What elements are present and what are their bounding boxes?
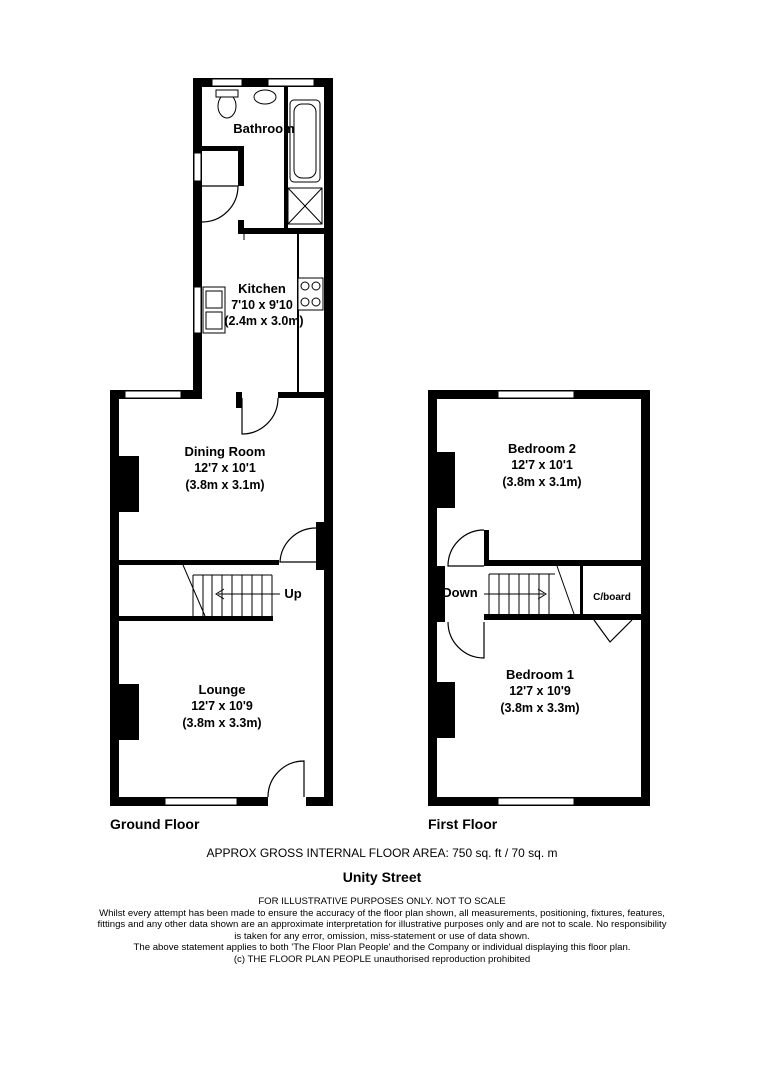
- disclaimer-line: FOR ILLUSTRATIVE PURPOSES ONLY. NOT TO SCALE: [258, 896, 506, 907]
- first-floor-stairs: [484, 566, 574, 614]
- kitchen-label: Kitchen: [238, 281, 286, 296]
- bedroom-2-label: Bedroom 2: [508, 441, 576, 456]
- cupboard-label: C/board: [593, 592, 631, 603]
- bedroom-1-label: Bedroom 1: [506, 667, 574, 682]
- stairs-down-label: Down: [442, 585, 478, 600]
- disclaimer-line: The above statement applies to both 'The Floor Plan People' and the Company or individual displaying this floor plan.: [133, 942, 631, 953]
- bathroom-label: Bathroom: [233, 121, 295, 136]
- first-floor-label: First Floor: [428, 816, 498, 832]
- disclaimer-line: Whilst every attempt has been made to ensure the accuracy of the floor plan shown, all measurements, positioning, fixtures, features,: [99, 907, 665, 919]
- disclaimer-line: (c) THE FLOOR PLAN PEOPLE unauthorised reproduction prohibited: [233, 953, 531, 965]
- disclaimer: [0, 896, 764, 965]
- ground-floor-stairs: [183, 565, 280, 616]
- stairs-up-label: Up: [284, 586, 302, 601]
- kitchen-metric: (2.4m x 3.0m): [224, 314, 304, 328]
- ground-floor-plan: [110, 78, 333, 806]
- lounge-metric: (3.8m x 3.3m): [182, 716, 262, 730]
- dining-room-label: Dining Room: [184, 444, 266, 459]
- bedroom-1-imperial: 12'7 x 10'9: [509, 684, 571, 698]
- floor-area-text: APPROX GROSS INTERNAL FLOOR AREA: 750 sq. ft / 70 sq. m: [206, 846, 558, 860]
- disclaimer-line: is taken for any error, omission, miss-statement or use of data shown.: [234, 930, 530, 942]
- lounge-imperial: 12'7 x 10'9: [191, 699, 253, 713]
- street-name: Unity Street: [342, 869, 422, 885]
- bedroom-1-metric: (3.8m x 3.3m): [500, 701, 580, 715]
- ground-floor-label: Ground Floor: [110, 816, 200, 832]
- bedroom-2-metric: (3.8m x 3.1m): [502, 475, 582, 489]
- lounge-label: Lounge: [198, 682, 246, 697]
- kitchen-imperial: 7'10 x 9'10: [231, 298, 293, 312]
- bedroom-2-imperial: 12'7 x 10'1: [511, 458, 573, 472]
- first-floor-plan: [428, 390, 650, 806]
- bathroom-fixtures: [216, 90, 322, 224]
- dining-room-imperial: 12'7 x 10'1: [194, 461, 256, 475]
- dining-room-metric: (3.8m x 3.1m): [185, 478, 265, 492]
- disclaimer-line: fittings and any other data shown are an approximate interpretation for illustrative purposes only and are not to scale. No responsibility: [97, 919, 667, 930]
